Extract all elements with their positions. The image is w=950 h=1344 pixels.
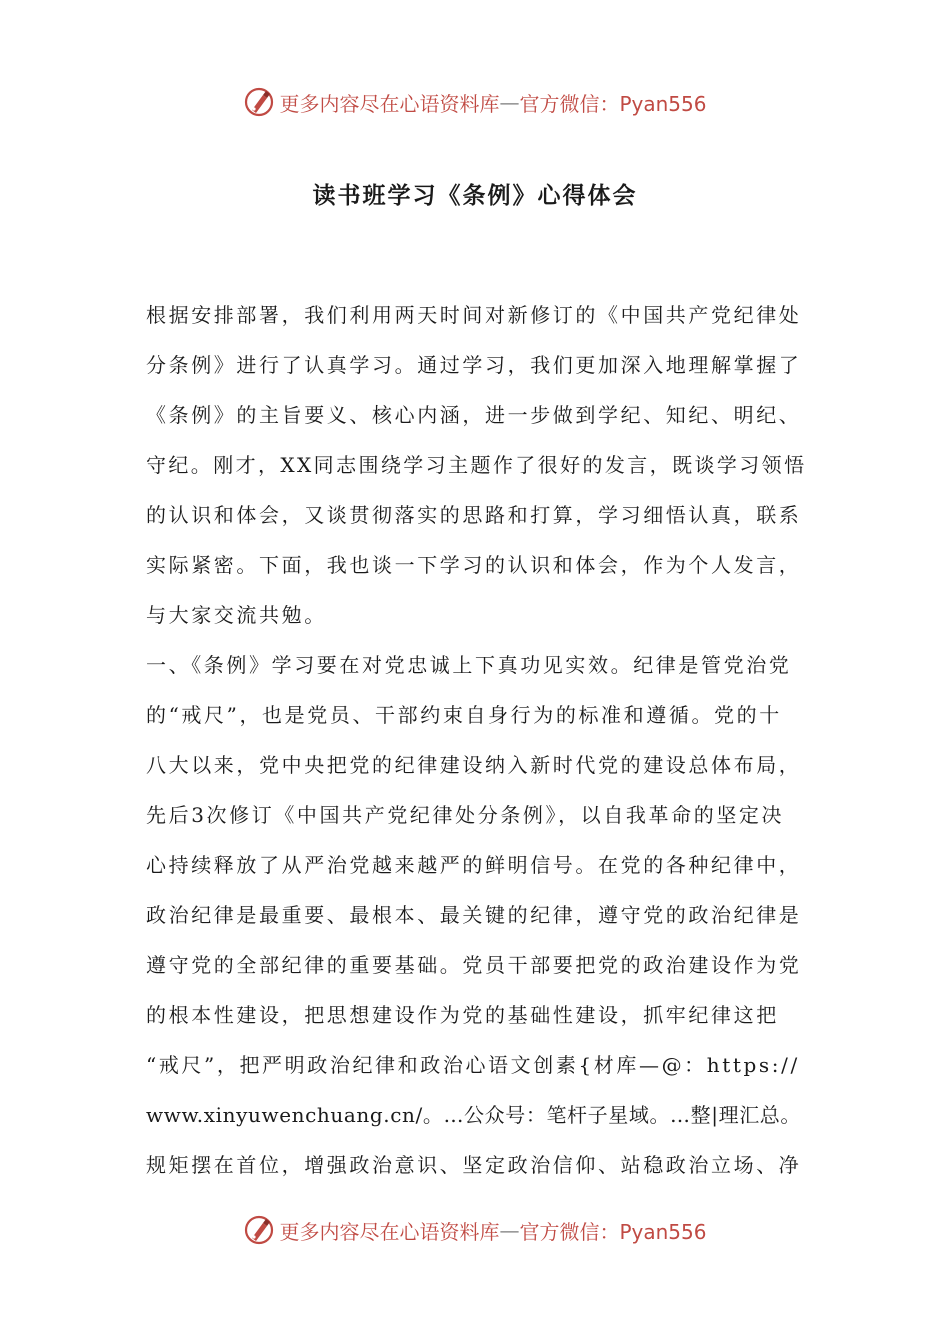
footer-watermark-banner xyxy=(0,1208,950,1252)
pen-nib-icon xyxy=(243,86,275,118)
body-line: 规矩摆在首位，增强政治意识、坚定政治信仰、站稳政治立场、净 xyxy=(146,1153,802,1177)
banner-wechat: 官方微信：Pyan556 xyxy=(519,91,707,116)
body-line: 守纪。刚才，XX同志围绕学习主题作了很好的发言，既谈学习领悟 xyxy=(146,453,807,477)
body-line: 遵守党的全部纪律的重要基础。党员干部要把党的政治建设作为党 xyxy=(146,953,802,977)
banner-slogan: 更多内容尽在心语资料库 xyxy=(279,91,500,116)
document-title: 读书班学习《条例》心得体会 xyxy=(312,183,638,209)
body-line: 政治纪律是最重要、最根本、最关键的纪律，遵守党的政治纪律是 xyxy=(146,903,802,927)
body-line: 心持续释放了从严治党越来越严的鲜明信号。在党的各种纪律中， xyxy=(146,853,802,877)
body-line: 先后3次修订《中国共产党纪律处分条例》，以自我革命的坚定决 xyxy=(146,803,785,827)
body-line: www.xinyuwenchuang.cn/。…公众号：笔杆子星域。…整|理汇总。 xyxy=(146,1103,801,1127)
body-line: 八大以来，党中央把党的纪律建设纳入新时代党的建设总体布局， xyxy=(146,753,802,777)
body-line: 分条例》进行了认真学习。通过学习，我们更加深入地理解掌握了 xyxy=(146,353,802,377)
body-line: 根据安排部署，我们利用两天时间对新修订的《中国共产党纪律处 xyxy=(146,303,802,327)
header-watermark-banner xyxy=(0,80,950,124)
body-line: 一、《条例》学习要在对党忠诚上下真功见实效。纪律是管党治党 xyxy=(146,653,792,677)
body-line: 与大家交流共勉。 xyxy=(146,603,327,627)
body-line: 《条例》的主旨要义、核心内涵，进一步做到学纪、知纪、明纪、 xyxy=(146,403,802,427)
body-line: “戒尺”，把严明政治纪律和政治心语文创素{材库—@：https:// xyxy=(146,1053,800,1077)
banner-separator: — xyxy=(499,1218,520,1242)
body-line: 实际紧密。下面，我也谈一下学习的认识和体会，作为个人发言， xyxy=(146,553,802,577)
banner-slogan: 更多内容尽在心语资料库 xyxy=(279,1219,500,1244)
pen-nib-icon xyxy=(243,1214,275,1246)
banner-separator: — xyxy=(499,90,520,114)
body-line: 的根本性建设，把思想建设作为党的基础性建设，抓牢纪律这把 xyxy=(146,1003,779,1027)
body-line: 的认识和体会，又谈贯彻落实的思路和打算，学习细悟认真，联系 xyxy=(146,503,802,527)
document-body xyxy=(146,290,806,1190)
banner-wechat: 官方微信：Pyan556 xyxy=(519,1219,707,1244)
body-line: 的“戒尺”，也是党员、干部约束自身行为的标准和遵循。党的十 xyxy=(146,703,782,727)
